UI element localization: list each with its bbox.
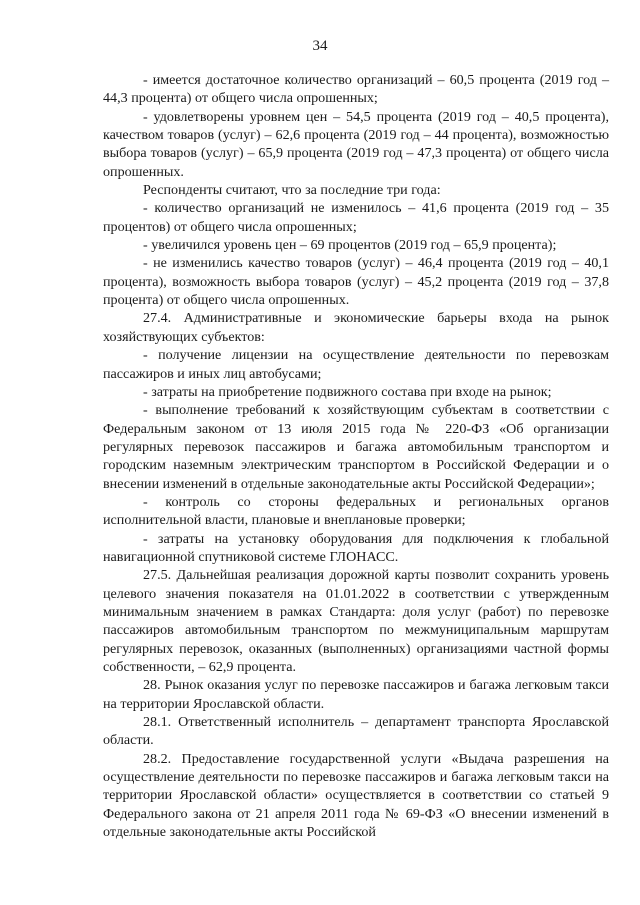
section-28-2-permit-service: 28.2. Предоставление государственной услуги «Выдача разрешения на осуществление деятельности по перевозке пассажиров и багажа легковым такси на территории Ярославской области» осуществляется в соответствии со статьей 9 Федерального закона от 21 апреля 2011 года № 69-ФЗ «О внесении изменений в отдельные законодательные акты Российской bbox=[103, 750, 609, 841]
paragraph-oversight-inspections: - контроль со стороны федеральных и региональных органов исполнительной власти, плановые и внеплановые проверки; bbox=[103, 493, 609, 529]
page-number: 34 bbox=[312, 38, 328, 54]
section-27-5-roadmap: 27.5. Дальнейшая реализация дорожной карты позволит сохранить уровень целевого значения показателя на 01.01.2022 в соответствии с утвержденным минимальным значением в рамках Стандарта: доля услуг (работ) по перевозке пассажиров автомобильным транспортом по межмуниципальным маршрутам регулярных перевозок, оказанных (выполненных) организациями частной формы собственности, – 62,9 процента. bbox=[103, 567, 609, 675]
paragraph-respondents-intro: Респонденты считают, что за последние три года: bbox=[143, 182, 441, 199]
section-28-taxi-market: 28. Рынок оказания услуг по перевозке пассажиров и багажа легковым такси на территории Ярославской области. bbox=[103, 677, 609, 712]
paragraph-organizations-unchanged: - количество организаций не изменилось – 41,6 процента (2019 год – 35 процентов) от общего числа опрошенных; bbox=[103, 200, 609, 235]
paragraph-license-barrier: - получение лицензии на осуществление деятельности по перевозкам пассажиров и иных лиц автобусами; bbox=[103, 347, 609, 382]
paragraph-glonass-costs: - затраты на установку оборудования для подключения к глобальной навигационной спутниковой системе ГЛОНАСС. bbox=[103, 530, 609, 565]
section-27-4-heading: 27.4. Административные и экономические барьеры входа на рынок хозяйствующих субъектов: bbox=[103, 310, 609, 345]
paragraph-organizations-sufficient: - имеется достаточное количество организаций – 60,5 процента (2019 год – 44,3 процента) от общего числа опрошенных; bbox=[103, 72, 609, 107]
paragraph-prices-increased: - увеличился уровень цен – 69 процентов (2019 год – 65,9 процента); bbox=[143, 237, 557, 254]
document-body bbox=[103, 71, 609, 841]
paragraph-satisfaction-levels: - удовлетворены уровнем цен – 54,5 процента (2019 год – 40,5 процента), качеством товаров (услуг) – 62,6 процента (2019 год – 44 процента), возможностью выбора товаров (услуг) – 65,9 процента (2019 год – 47,3 процента) от общего числа опрошенных. bbox=[103, 108, 609, 180]
paragraph-federal-law-requirements: - выполнение требований к хозяйствующим субъектам в соответствии с Федеральным законом от 13 июля 2015 года № 220-ФЗ «Об организации регулярных перевозок пассажиров и багажа автомобильным транспортом и городским наземным электрическим транспортом в Российской Федерации и о внесении изменений в отдельные законодательные акты Российской Федерации»; bbox=[103, 402, 609, 492]
paragraph-rolling-stock-costs: - затраты на приобретение подвижного состава при входе на рынок; bbox=[143, 383, 552, 400]
paragraph-quality-unchanged: - не изменились качество товаров (услуг) – 46,4 процента (2019 год – 40,1 процента), возможность выбора товаров (услуг) – 45,2 процента (2019 год – 37,8 процента) от общего числа опрошенных. bbox=[103, 255, 609, 309]
section-28-1-responsible: 28.1. Ответственный исполнитель – департамент транспорта Ярославской области. bbox=[103, 714, 609, 749]
